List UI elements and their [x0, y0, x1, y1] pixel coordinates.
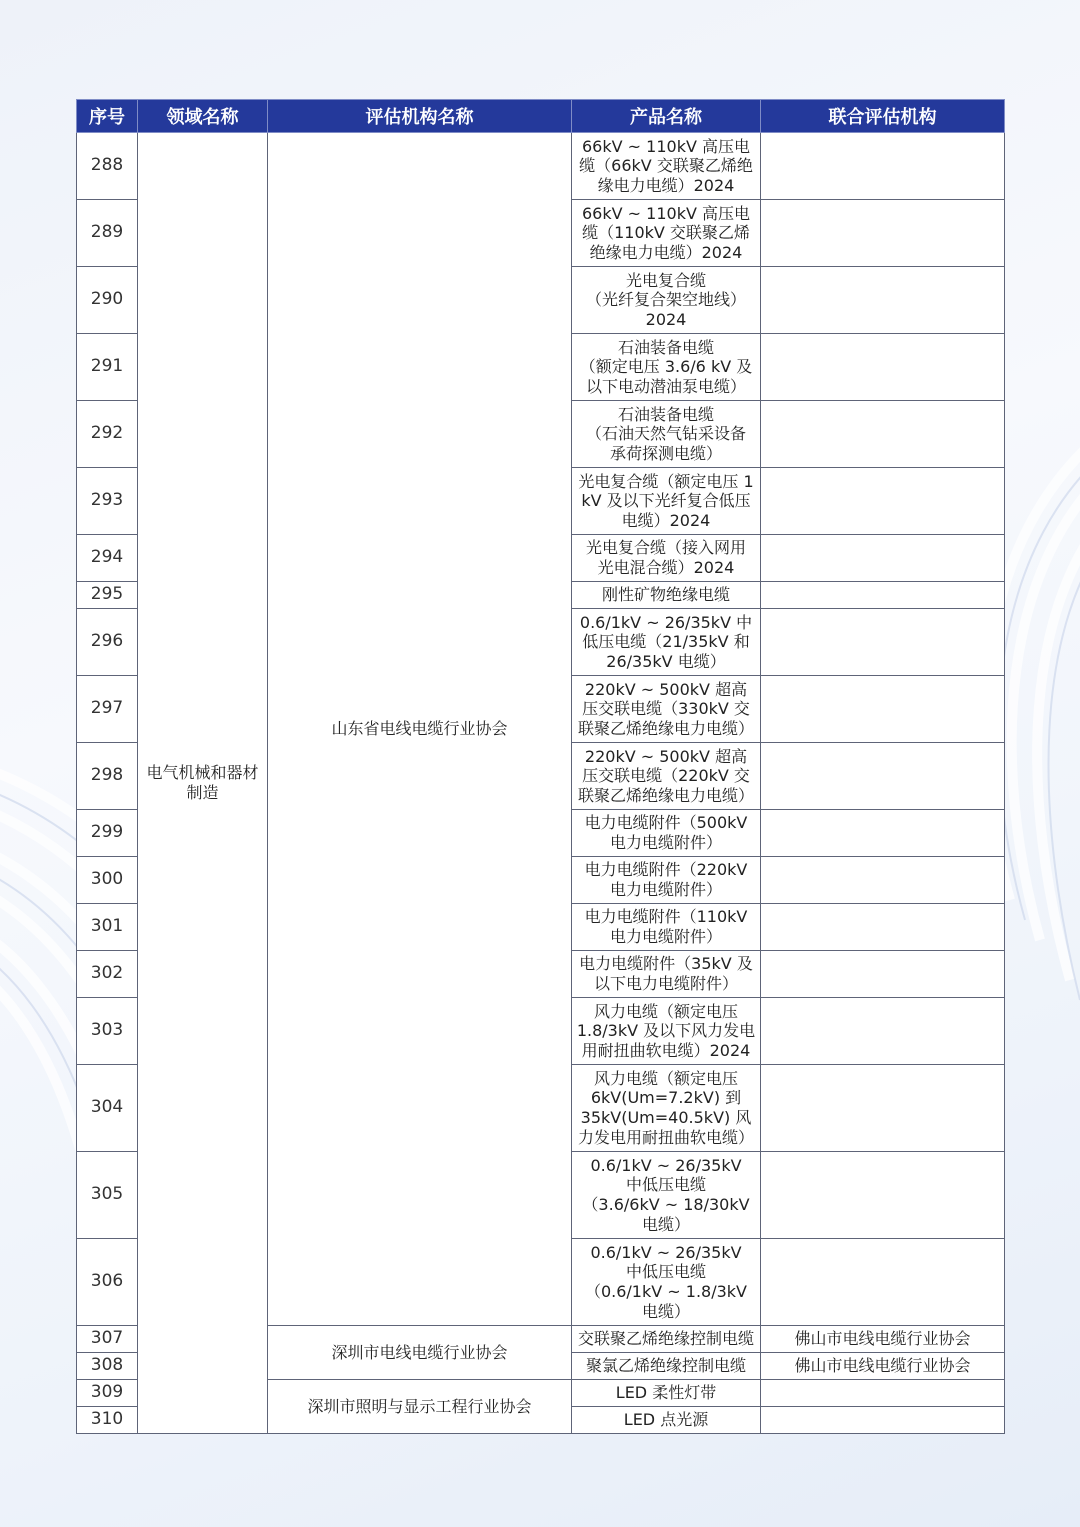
table-header-row [77, 100, 1005, 133]
joint-org-cell [761, 857, 1005, 904]
joint-org-cell [761, 609, 1005, 676]
product-name-cell: 光电复合缆 （光纤复合架空地线） 2024 [572, 267, 761, 334]
evaluation-org-cell: 深圳市电线电缆行业协会 [268, 1326, 572, 1380]
joint-org-cell [761, 1152, 1005, 1239]
header-seq: 序号 [77, 100, 138, 133]
joint-org-cell [761, 267, 1005, 334]
product-name-cell: 交联聚乙烯绝缘控制电缆 [572, 1326, 761, 1353]
row-seq-cell: 305 [77, 1152, 138, 1239]
row-seq-cell: 309 [77, 1380, 138, 1407]
evaluation-table [76, 99, 1005, 1434]
evaluation-org-cell: 深圳市照明与显示工程行业协会 [268, 1380, 572, 1434]
joint-org-cell [761, 334, 1005, 401]
evaluation-org-cell: 山东省电线电缆行业协会 [268, 133, 572, 1326]
joint-org-cell [761, 133, 1005, 200]
row-seq-cell: 302 [77, 951, 138, 998]
header-joint-org: 联合评估机构 [761, 100, 1005, 133]
joint-org-cell: 佛山市电线电缆行业协会 [761, 1326, 1005, 1353]
product-name-cell: 风力电缆（额定电压 1.8/3kV 及以下风力发电 用耐扭曲软电缆）2024 [572, 998, 761, 1065]
product-name-cell: 电力电缆附件（500kV 电力电缆附件） [572, 810, 761, 857]
joint-org-cell [761, 810, 1005, 857]
joint-org-cell [761, 582, 1005, 609]
joint-org-cell [761, 1380, 1005, 1407]
joint-org-cell [761, 200, 1005, 267]
product-name-cell: 66kV ~ 110kV 高压电 缆（66kV 交联聚乙烯绝 缘电力电缆）2024 [572, 133, 761, 200]
product-name-cell: 0.6/1kV ~ 26/35kV 中低压电缆 （3.6/6kV ~ 18/30kV 电缆） [572, 1152, 761, 1239]
joint-org-cell: 佛山市电线电缆行业协会 [761, 1353, 1005, 1380]
product-name-cell: 0.6/1kV ~ 26/35kV 中 低压电缆（21/35kV 和 26/35kV 电缆） [572, 609, 761, 676]
row-seq-cell: 299 [77, 810, 138, 857]
row-seq-cell: 298 [77, 743, 138, 810]
joint-org-cell [761, 951, 1005, 998]
row-seq-cell: 294 [77, 535, 138, 582]
row-seq-cell: 310 [77, 1407, 138, 1434]
joint-org-cell [761, 743, 1005, 810]
product-name-cell: 220kV ~ 500kV 超高 压交联电缆（330kV 交 联聚乙烯绝缘电力电缆） [572, 676, 761, 743]
joint-org-cell [761, 1407, 1005, 1434]
product-name-cell: 0.6/1kV ~ 26/35kV 中低压电缆 （0.6/1kV ~ 1.8/3kV 电缆） [572, 1239, 761, 1326]
table-row [77, 133, 1005, 200]
header-product: 产品名称 [572, 100, 761, 133]
row-seq-cell: 308 [77, 1353, 138, 1380]
row-seq-cell: 307 [77, 1326, 138, 1353]
field-name-cell: 电气机械和器材制造 [138, 133, 268, 1434]
row-seq-cell: 295 [77, 582, 138, 609]
row-seq-cell: 306 [77, 1239, 138, 1326]
product-name-cell: 220kV ~ 500kV 超高 压交联电缆（220kV 交 联聚乙烯绝缘电力电缆） [572, 743, 761, 810]
joint-org-cell [761, 998, 1005, 1065]
product-name-cell: 66kV ~ 110kV 高压电 缆（110kV 交联聚乙烯 绝缘电力电缆）2024 [572, 200, 761, 267]
joint-org-cell [761, 535, 1005, 582]
product-name-cell: 风力电缆（额定电压 6kV(Um=7.2kV) 到 35kV(Um=40.5kV) 风 力发电用耐扭曲软电缆） [572, 1065, 761, 1152]
product-name-cell: LED 柔性灯带 [572, 1380, 761, 1407]
header-field: 领域名称 [138, 100, 268, 133]
product-name-cell: 石油装备电缆 （石油天然气钻采设备 承荷探测电缆） [572, 401, 761, 468]
row-seq-cell: 293 [77, 468, 138, 535]
row-seq-cell: 289 [77, 200, 138, 267]
row-seq-cell: 301 [77, 904, 138, 951]
product-name-cell: 光电复合缆（额定电压 1 kV 及以下光纤复合低压 电缆）2024 [572, 468, 761, 535]
row-seq-cell: 304 [77, 1065, 138, 1152]
header-org: 评估机构名称 [268, 100, 572, 133]
row-seq-cell: 290 [77, 267, 138, 334]
joint-org-cell [761, 468, 1005, 535]
product-name-cell: LED 点光源 [572, 1407, 761, 1434]
table-body [77, 133, 1005, 1434]
joint-org-cell [761, 904, 1005, 951]
product-name-cell: 石油装备电缆 （额定电压 3.6/6 kV 及 以下电动潜油泵电缆） [572, 334, 761, 401]
joint-org-cell [761, 401, 1005, 468]
joint-org-cell [761, 676, 1005, 743]
row-seq-cell: 291 [77, 334, 138, 401]
row-seq-cell: 300 [77, 857, 138, 904]
row-seq-cell: 297 [77, 676, 138, 743]
product-name-cell: 电力电缆附件（110kV 电力电缆附件） [572, 904, 761, 951]
product-name-cell: 刚性矿物绝缘电缆 [572, 582, 761, 609]
row-seq-cell: 288 [77, 133, 138, 200]
row-seq-cell: 292 [77, 401, 138, 468]
joint-org-cell [761, 1239, 1005, 1326]
row-seq-cell: 296 [77, 609, 138, 676]
product-name-cell: 电力电缆附件（220kV 电力电缆附件） [572, 857, 761, 904]
row-seq-cell: 303 [77, 998, 138, 1065]
product-name-cell: 电力电缆附件（35kV 及 以下电力电缆附件） [572, 951, 761, 998]
product-name-cell: 光电复合缆（接入网用 光电混合缆）2024 [572, 535, 761, 582]
joint-org-cell [761, 1065, 1005, 1152]
product-name-cell: 聚氯乙烯绝缘控制电缆 [572, 1353, 761, 1380]
